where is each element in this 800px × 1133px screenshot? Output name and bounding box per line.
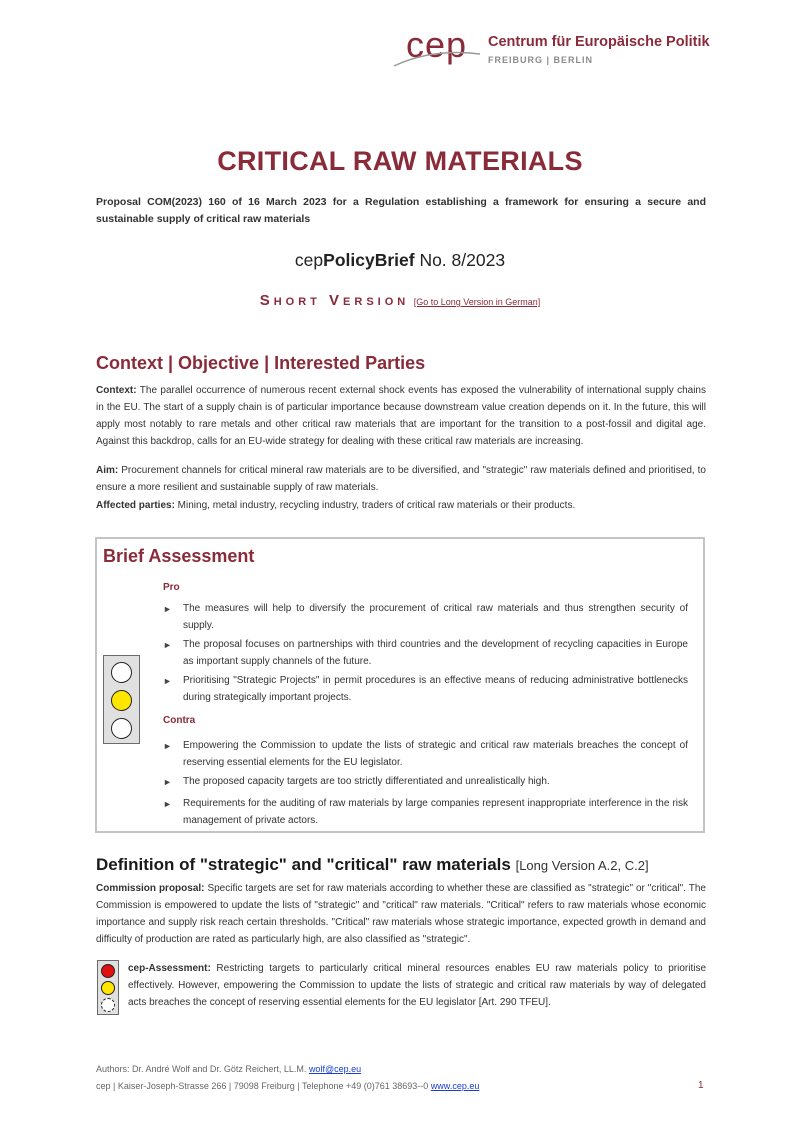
page-number: 1 [698,1080,704,1091]
cep-logo[interactable] [392,22,722,72]
long-version-link[interactable]: [Go to Long Version in German] [413,297,541,307]
brief-prefix: cep [294,250,324,270]
affected-label: Affected parties: [96,500,175,511]
traffic-light-icon [97,960,119,1015]
address-text: cep | Kaiser-Joseph-Strasse 266 | 79098 Freiburg | Telephone +49 (0)761 38693--0 [96,1081,431,1091]
bullet-arrow-icon: ► [163,640,172,650]
aim-label: Aim: [96,465,119,476]
contra-item-text: Empowering the Commission to update the lists of strategic and critical raw materials breaches the concept of reserving essential elements for the EU legislator. [183,740,688,768]
cep-assessment-body: Restricting targets to particularly critical mineral resources enables EU raw materials policy to prioritise effectively. However, empowering the Commission to update the lists of strategic and critical raw materials by way of delegated acts breaches the concept of reserving essential elements for the EU legislator [Art. 290 TFEU]. [128,963,706,1008]
context-heading: Context | Objective | Interested Parties [96,353,426,373]
proposal-reference: Proposal COM(2023) 160 of 16 March 2023 for a Regulation establishing a framework for ensuring a secure and sustainable supply of critical raw materials [96,196,706,225]
contra-label: Contra [163,715,196,726]
traffic-light-icon [103,655,140,744]
pro-label: Pro [163,582,180,593]
affected-paragraph [96,497,706,514]
website-link[interactable]: www.cep.eu [430,1081,480,1091]
pro-item-text: The proposal focuses on partnerships with third countries and the development of recycling capacities in Europe as important supply channels of the future. [183,639,688,667]
traffic-light-bottom-lamp [111,718,132,739]
proposal-label: Commission proposal: [96,883,205,894]
contra-item-text: Requirements for the auditing of raw materials by large companies represent inappropriate interference in the risk management of private actors. [183,798,688,826]
pro-item [163,672,688,706]
definition-title: Definition of "strategic" and "critical" raw materials [96,855,511,874]
logo-arc-icon [392,44,482,68]
logo-text: cep [406,24,468,65]
traffic-light-top-lamp [101,964,115,978]
brief-number: No. 8/2023 [414,250,506,270]
org-name: Centrum für Europäische Politik [488,34,710,50]
pro-item [163,600,688,634]
traffic-light-middle-lamp [111,690,132,711]
aim-paragraph [96,462,706,496]
long-version-reference: [Long Version A.2, C.2] [515,858,649,873]
bullet-arrow-icon: ► [163,676,172,686]
brief-name: PolicyBrief [323,250,415,270]
commission-proposal-paragraph [96,880,706,948]
footer-address [96,1081,479,1091]
org-cities: FREIBURG | BERLIN [488,55,594,65]
context-body: The parallel occurrence of numerous recent external shock events has exposed the vulnerability of international supply chains in the EU. The start of a supply chain is of particular importance because downstream value creation depends on it. In the future, this will apply most notably to rare metals and other critical raw materials that are important for the transition to a post-fossil and digital age. Against this backdrop, calls for an EU-wide strategy for dealing with these critical raw materials are increasing. [96,385,706,447]
pro-item [163,636,688,670]
definition-heading [96,855,649,875]
contra-item [163,737,688,771]
policy-brief-number [0,250,800,271]
short-version-line [0,292,800,310]
proposal-body: Specific targets are set for raw materials according to whether these are classified as "strategic" or "critical". The Commission is empowered to update the lists of "strategic" and "critical" raw materials. "Critical" refers to raw materials whose economic importance and supply risk reach certain thresholds. "Critical" raw materials whose strategic importance, expected growth in demand and difficulty of production are rated as particularly high, are also classified as "strategic". [96,883,706,945]
document-title: CRITICAL RAW MATERIALS [217,146,583,176]
contra-item [163,773,688,791]
assessment-heading: Brief Assessment [103,546,255,566]
bullet-arrow-icon: ► [163,777,172,787]
footer-authors [96,1064,361,1074]
authors-text: Authors: Dr. André Wolf and Dr. Götz Reichert, LL.M. [96,1064,309,1074]
context-label: Context: [96,385,137,396]
bullet-arrow-icon: ► [163,799,172,809]
traffic-light-top-lamp [111,662,132,683]
affected-body: Mining, metal industry, recycling industry, traders of critical raw materials or their products. [174,500,576,511]
pro-item-text: The measures will help to diversify the procurement of critical raw materials and thus strengthen security of supply. [183,603,688,631]
context-paragraph [96,382,706,450]
bullet-arrow-icon: ► [163,604,172,614]
author-email-link[interactable]: wolf@cep.eu [308,1064,362,1074]
pro-item-text: Prioritising "Strategic Projects" in permit procedures is an effective means of reducing administrative bottlenecks during strategically important projects. [183,675,688,703]
contra-item-text: The proposed capacity targets are too strictly differentiated and unrealistically high. [183,776,550,787]
cep-assessment-paragraph [128,960,706,1011]
traffic-light-middle-lamp [101,981,115,995]
traffic-light-bottom-lamp [101,998,115,1012]
contra-item [163,795,688,829]
aim-body: Procurement channels for critical mineral raw materials are to be diversified, and "strategic" raw materials defined and prioritised, to ensure a more resilient and sustainable supply of raw materials. [96,465,706,493]
short-version-label: Short Version [259,292,410,309]
cep-assessment-label: cep-Assessment: [128,963,211,974]
bullet-arrow-icon: ► [163,741,172,751]
